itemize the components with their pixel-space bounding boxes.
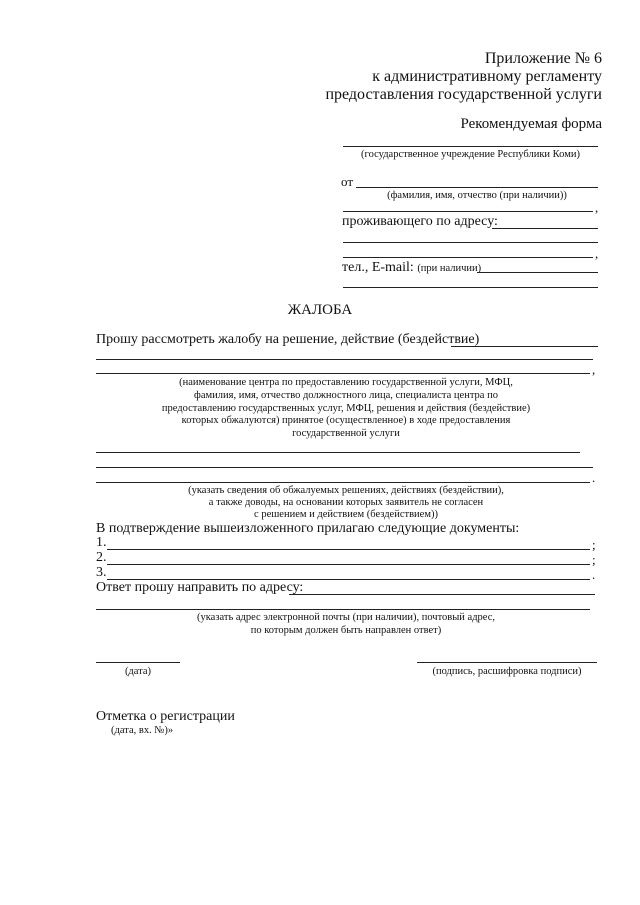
document-item-2-num: 2. xyxy=(96,550,107,565)
request-line-3 xyxy=(96,373,590,374)
document-item-2-end: ; xyxy=(592,552,596,567)
request-caption-1: (наименование центра по предоставлению государственной услуги, МФЦ, xyxy=(179,377,513,388)
residence-comma: , xyxy=(595,246,599,261)
from-prefix: от xyxy=(341,174,354,189)
fio-line xyxy=(356,187,598,188)
institution-caption: (государственное учреждение Республики Коми) xyxy=(361,149,580,160)
request-comma: , xyxy=(592,362,596,377)
reply-caption-1: (указать адрес электронной почты (при наличии), почтовый адрес, xyxy=(196,612,496,623)
contact-note: (при наличии) xyxy=(417,263,482,274)
request-caption-4: которых обжалуются) принятое (осуществленное) в ходе предоставления xyxy=(181,415,511,426)
details-line-1 xyxy=(96,452,580,453)
contact-label-text: тел., E-mail: xyxy=(342,260,414,275)
document-title: ЖАЛОБА xyxy=(287,302,353,318)
request-line-2 xyxy=(96,359,593,360)
document-item-3-num: 3. xyxy=(96,565,107,580)
details-caption-3: с решением и действием (бездействием)) xyxy=(254,509,438,520)
form-type: Рекомендуемая форма xyxy=(460,116,602,132)
signature-line xyxy=(417,662,597,663)
institution-line xyxy=(343,146,598,147)
fio-comma: , xyxy=(595,200,599,215)
reply-caption-2: по которым должен быть направлен ответ) xyxy=(250,625,442,636)
residence-label: проживающего по адресу: xyxy=(342,214,498,229)
request-caption-2: фамилия, имя, отчество должностного лица, специалиста центра по xyxy=(194,390,498,401)
date-line xyxy=(96,662,180,663)
documents-label: В подтверждение вышеизложенного прилагаю следующие документы: xyxy=(96,521,520,536)
reply-label: Ответ прошу направить по адресу: xyxy=(96,580,304,595)
contact-label xyxy=(342,260,481,276)
request-intro: Прошу рассмотреть жалобу на решение, действие (бездействие) xyxy=(96,332,480,347)
details-line-2 xyxy=(96,467,593,468)
appendix-number: Приложение № 6 xyxy=(484,50,602,67)
details-line-3 xyxy=(96,482,590,483)
request-line-1 xyxy=(451,346,598,347)
residence-line-3 xyxy=(343,257,593,258)
document-item-1-line xyxy=(107,549,590,550)
residence-line-2 xyxy=(343,242,598,243)
registration-note: (дата, вх. №)» xyxy=(111,725,174,736)
contact-line-2 xyxy=(343,287,598,288)
registration-label: Отметка о регистрации xyxy=(96,709,235,724)
reply-line-2 xyxy=(96,609,590,610)
document-item-1-num: 1. xyxy=(96,535,107,550)
appendix-regulation: к административному регламенту xyxy=(372,68,602,85)
details-caption-2: а также доводы, на основании которых заявитель не согласен xyxy=(208,497,484,508)
contact-line-1 xyxy=(477,272,598,273)
date-caption: (дата) xyxy=(124,666,152,677)
details-period: . xyxy=(592,470,596,485)
request-caption-3: предоставлению государственных услуг, МФЦ, решения и действия (бездействие) xyxy=(161,403,531,414)
document-item-3-end: . xyxy=(592,567,596,582)
details-caption-1: (указать сведения об обжалуемых решениях, действиях (бездействии), xyxy=(188,485,504,496)
signature-caption: (подпись, расшифровка подписи) xyxy=(432,666,582,677)
document-item-1-end: ; xyxy=(592,537,596,552)
appendix-service: предоставления государственной услуги xyxy=(325,86,602,103)
fio-line-2 xyxy=(343,211,593,212)
fio-caption: (фамилия, имя, отчество (при наличии)) xyxy=(387,190,567,201)
document-item-2-line xyxy=(107,564,590,565)
request-caption-5: государственной услуги xyxy=(292,428,400,439)
residence-line-1 xyxy=(492,228,598,229)
reply-line-1 xyxy=(289,594,595,595)
